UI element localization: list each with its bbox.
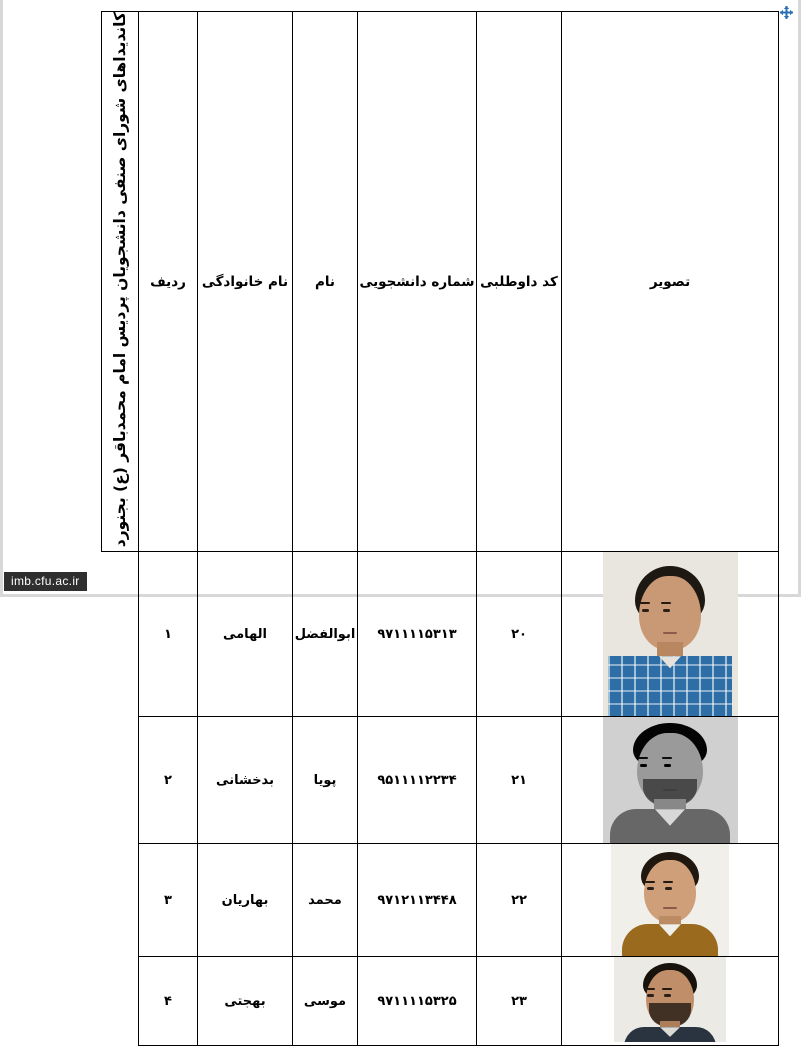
row-no-cell: ۱ — [139, 552, 198, 717]
portrait-graphic — [603, 717, 738, 843]
table-body — [102, 552, 779, 1046]
candidate-photo-cell — [562, 717, 779, 844]
student-no-cell: ۹۷۱۲۱۱۳۴۴۸ — [358, 844, 477, 957]
table-row — [102, 552, 779, 717]
move-handle-icon[interactable] — [780, 6, 793, 19]
portrait-graphic — [611, 844, 729, 956]
table-row — [102, 717, 779, 844]
column-header-row-no: ردیف — [139, 12, 198, 552]
candidate-code-cell: ۲۱ — [477, 717, 562, 844]
portrait-graphic — [603, 552, 738, 716]
row-no-cell: ۳ — [139, 844, 198, 957]
student-no-cell: ۹۵۱۱۱۱۲۲۳۴ — [358, 717, 477, 844]
student-no-cell: ۹۷۱۱۱۱۵۳۲۵ — [358, 957, 477, 1046]
last-name-cell: بهجتی — [198, 957, 293, 1046]
candidate-photo — [611, 844, 729, 956]
column-header-first-name: نام — [293, 12, 358, 552]
column-header-last-name: نام خانوادگی — [198, 12, 293, 552]
first-name-cell: موسی — [293, 957, 358, 1046]
site-watermark: imb.cfu.ac.ir — [4, 572, 87, 591]
portrait-graphic — [614, 957, 726, 1042]
document-vertical-title-cell — [102, 12, 139, 552]
table-row — [102, 957, 779, 1046]
last-name-cell: بهاریان — [198, 844, 293, 957]
first-name-cell: محمد — [293, 844, 358, 957]
table-header — [102, 12, 779, 552]
candidate-code-cell: ۲۰ — [477, 552, 562, 717]
candidate-photo — [603, 552, 738, 716]
candidate-code-cell: ۲۲ — [477, 844, 562, 957]
page-edge-left — [0, 0, 3, 597]
candidates-table — [101, 11, 779, 1046]
column-header-student-no: شماره دانشجویی — [358, 12, 477, 552]
row-no-cell: ۴ — [139, 957, 198, 1046]
first-name-cell: ابوالفضل — [293, 552, 358, 717]
last-name-cell: الهامی — [198, 552, 293, 717]
candidate-photo-cell — [562, 552, 779, 717]
document-vertical-title: کاندیداهای شورای صنفی دانشجویان پردیس امام محمدباقر (ع) بجنورد — [111, 12, 129, 548]
row-no-cell: ۲ — [139, 717, 198, 844]
candidate-photo — [603, 717, 738, 843]
column-header-photo: تصویر — [562, 12, 779, 552]
last-name-cell: بدخشانی — [198, 717, 293, 844]
first-name-cell: پویا — [293, 717, 358, 844]
candidate-photo-cell — [562, 844, 779, 957]
table-row — [102, 844, 779, 957]
student-no-cell: ۹۷۱۱۱۱۵۳۱۳ — [358, 552, 477, 717]
column-header-candidate-code: کد داوطلبی — [477, 12, 562, 552]
candidate-photo — [614, 957, 726, 1042]
table-header-row — [102, 12, 779, 552]
candidate-code-cell: ۲۳ — [477, 957, 562, 1046]
candidate-photo-cell — [562, 957, 779, 1046]
